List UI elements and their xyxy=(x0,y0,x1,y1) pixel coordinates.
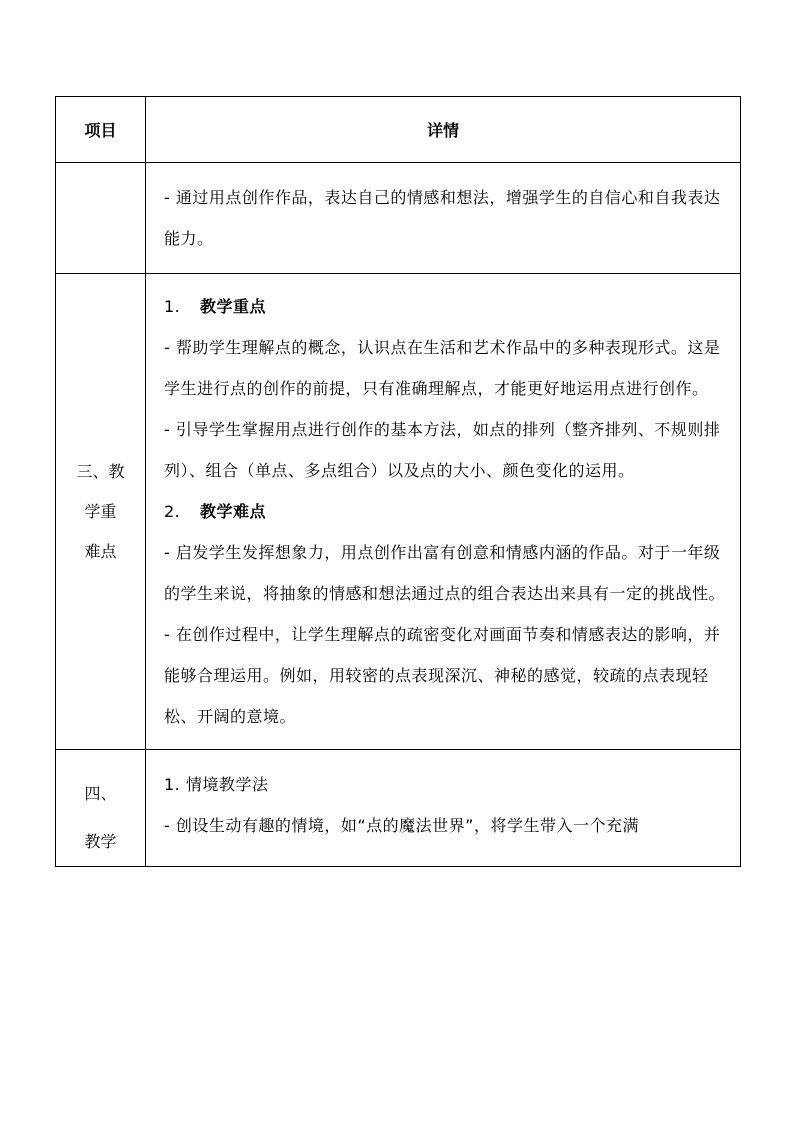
table-header-row xyxy=(56,97,741,163)
paragraph: - 创设生动有趣的情境，如“点的魔法世界”，将学生带入一个充满 xyxy=(164,816,639,835)
row-label xyxy=(56,274,146,750)
section-number: 1. xyxy=(164,297,181,316)
section-title: 教学重点 xyxy=(200,297,267,316)
label-line: 难点 xyxy=(84,541,117,561)
label-line: 学重 xyxy=(84,501,117,521)
row-content xyxy=(146,274,741,750)
section-title: 教学难点 xyxy=(200,502,267,521)
row-label xyxy=(56,750,146,867)
header-item: 项目 xyxy=(56,97,146,163)
table-row xyxy=(56,163,741,274)
row-label xyxy=(56,163,146,274)
header-details: 详情 xyxy=(146,97,741,163)
section-heading xyxy=(164,764,728,805)
section-title: 情境教学法 xyxy=(186,775,269,794)
row-content xyxy=(146,750,741,867)
table-row xyxy=(56,750,741,867)
section-number: 2. xyxy=(164,502,181,521)
paragraph: - 引导学生掌握用点进行创作的基本方法，如点的排列（整齐排列、不规则排列）、组合（单点、多点组合）以及点的大小、颜色变化的运用。 xyxy=(164,420,721,480)
section-heading xyxy=(164,286,728,327)
label-line: 教学 xyxy=(84,832,117,851)
section-number: 1. xyxy=(164,775,181,794)
lesson-plan-table xyxy=(55,96,741,867)
table-row xyxy=(56,274,741,750)
label-line: 四、 xyxy=(84,784,117,803)
paragraph: - 通过用点创作作品，表达自己的情感和想法，增强学生的自信心和自我表达能力。 xyxy=(164,188,721,248)
row-content xyxy=(146,163,741,274)
paragraph: - 在创作过程中，让学生理解点的疏密变化对画面节奏和情感表达的影响，并能够合理运用。例如，用较密的点表现深沉、神秘的感觉，较疏的点表现轻松、开阔的意境。 xyxy=(164,625,721,726)
paragraph: - 帮助学生理解点的概念，认识点在生活和艺术作品中的多种表现形式。这是学生进行点的创作的前提，只有准确理解点，才能更好地运用点进行创作。 xyxy=(164,338,721,398)
paragraph: - 启发学生发挥想象力，用点创作出富有创意和情感内涵的作品。对于一年级的学生来说，将抽象的情感和想法通过点的组合表达出来具有一定的挑战性。 xyxy=(164,543,726,603)
label-line: 三、教 xyxy=(76,461,125,481)
section-heading xyxy=(164,491,728,532)
